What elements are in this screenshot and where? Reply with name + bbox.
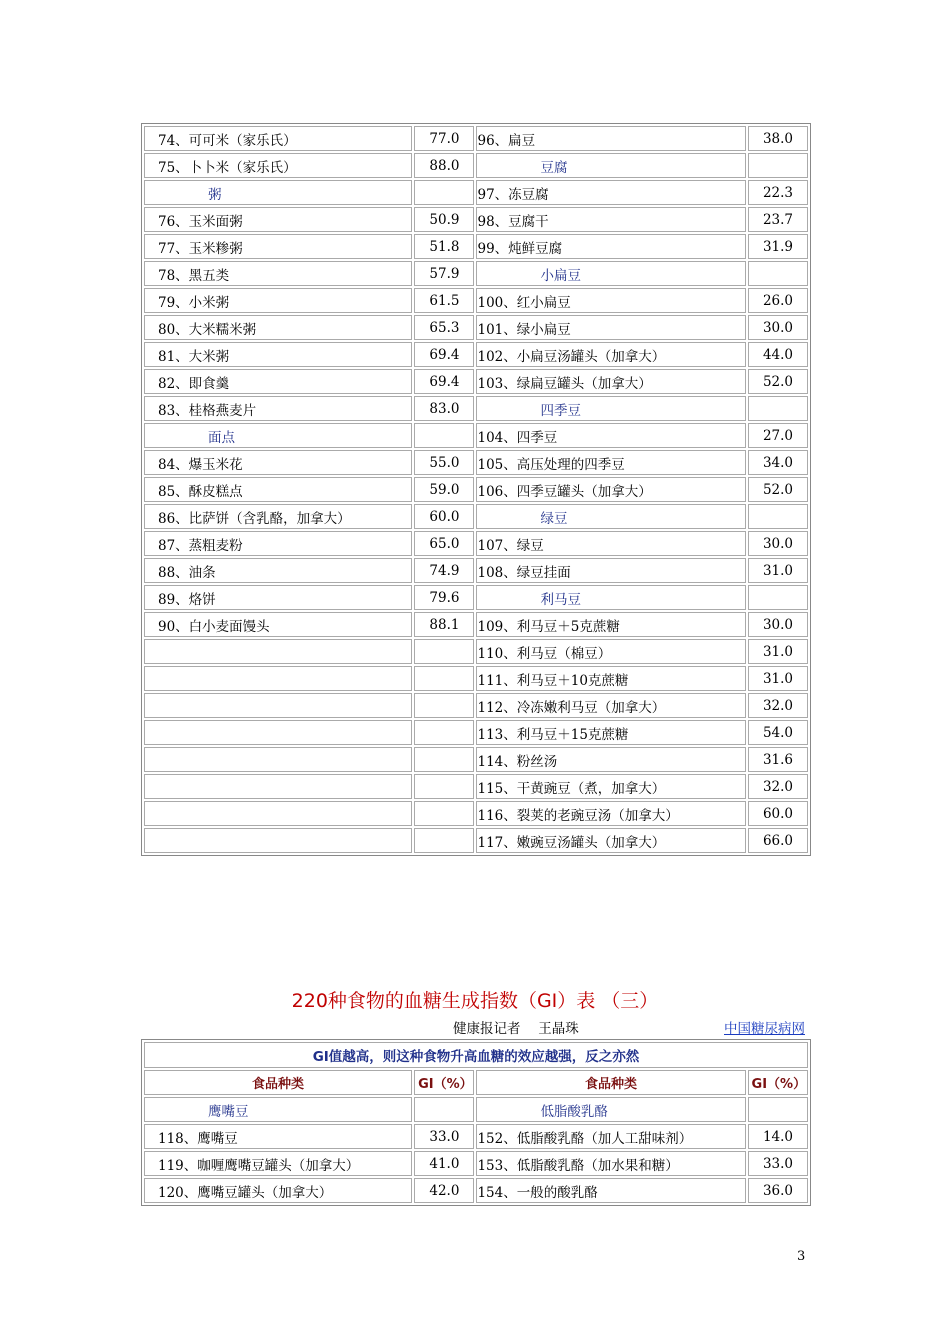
food-name-left bbox=[144, 801, 412, 826]
gi-table-part3 bbox=[141, 1039, 811, 1206]
gi-value-right: 14.0 bbox=[748, 1124, 808, 1149]
food-name-left: 86、比萨饼（含乳酪，加拿大） bbox=[144, 504, 412, 529]
table-row bbox=[144, 423, 808, 448]
table-row bbox=[144, 693, 808, 718]
food-name-left bbox=[144, 720, 412, 745]
gi-value-right: 30.0 bbox=[748, 531, 808, 556]
category-label: 粥 bbox=[144, 180, 412, 205]
food-name-left bbox=[144, 693, 412, 718]
gi-value-left: 83.0 bbox=[414, 396, 474, 421]
table-row bbox=[144, 396, 808, 421]
gi-value-right: 54.0 bbox=[748, 720, 808, 745]
food-name-left: 84、爆玉米花 bbox=[144, 450, 412, 475]
category-label: 面点 bbox=[144, 423, 412, 448]
table-row bbox=[144, 153, 808, 178]
header-food-type-right: 食品种类 bbox=[476, 1070, 745, 1095]
gi-value-right: 30.0 bbox=[748, 612, 808, 637]
food-name-right: 98、豆腐干 bbox=[476, 207, 745, 232]
category-label: 鹰嘴豆 bbox=[144, 1097, 412, 1122]
food-name-right: 103、绿扁豆罐头（加拿大） bbox=[476, 369, 745, 394]
gi-value-right: 26.0 bbox=[748, 288, 808, 313]
table-row bbox=[144, 1151, 808, 1176]
table-row bbox=[144, 180, 808, 205]
gi-value-right: 31.0 bbox=[748, 639, 808, 664]
food-name-left: 90、白小麦面馒头 bbox=[144, 612, 412, 637]
gi-value-left: 50.9 bbox=[414, 207, 474, 232]
gi-value-left bbox=[414, 693, 474, 718]
food-name-right: 109、利马豆＋5克蔗糖 bbox=[476, 612, 745, 637]
gi-value-right: 66.0 bbox=[748, 828, 808, 853]
table-row bbox=[144, 558, 808, 583]
gi-value-right bbox=[748, 261, 808, 286]
food-name-right: 101、绿小扁豆 bbox=[476, 315, 745, 340]
header-gi-right: GI（%） bbox=[748, 1070, 808, 1095]
food-name-left: 87、蒸粗麦粉 bbox=[144, 531, 412, 556]
food-name-right: 111、利马豆＋10克蔗糖 bbox=[476, 666, 745, 691]
table-row bbox=[144, 288, 808, 313]
gi-value-left: 41.0 bbox=[414, 1151, 474, 1176]
table-row bbox=[144, 315, 808, 340]
table-row bbox=[144, 207, 808, 232]
table-row bbox=[144, 585, 808, 610]
category-label: 小扁豆 bbox=[476, 261, 745, 286]
food-name-left: 74、可可米（家乐氏） bbox=[144, 126, 412, 151]
banner-row bbox=[144, 1042, 808, 1068]
gi-value-left: 79.6 bbox=[414, 585, 474, 610]
gi-value-left bbox=[414, 720, 474, 745]
table-row bbox=[144, 531, 808, 556]
gi-value-right: 32.0 bbox=[748, 693, 808, 718]
gi-value-left: 59.0 bbox=[414, 477, 474, 502]
food-name-right: 106、四季豆罐头（加拿大） bbox=[476, 477, 745, 502]
table-row bbox=[144, 1097, 808, 1122]
food-name-left: 81、大米粥 bbox=[144, 342, 412, 367]
table-row bbox=[144, 612, 808, 637]
food-name-right: 154、一般的酸乳酪 bbox=[476, 1178, 745, 1203]
gi-value-left: 65.0 bbox=[414, 531, 474, 556]
gi-value-left bbox=[414, 423, 474, 448]
source-link[interactable]: 中国糖尿病网 bbox=[724, 1021, 805, 1037]
food-name-right: 114、粉丝汤 bbox=[476, 747, 745, 772]
food-name-left: 82、即食羹 bbox=[144, 369, 412, 394]
gi-table-continued bbox=[141, 123, 811, 856]
gi-value-right: 52.0 bbox=[748, 477, 808, 502]
food-name-left: 79、小米粥 bbox=[144, 288, 412, 313]
food-name-left: 118、鹰嘴豆 bbox=[144, 1124, 412, 1149]
gi-value-right: 32.0 bbox=[748, 774, 808, 799]
gi-value-left bbox=[414, 828, 474, 853]
food-name-left: 77、玉米糁粥 bbox=[144, 234, 412, 259]
food-name-left: 119、咖喱鹰嘴豆罐头（加拿大） bbox=[144, 1151, 412, 1176]
gi-value-right: 31.9 bbox=[748, 234, 808, 259]
food-name-left: 76、玉米面粥 bbox=[144, 207, 412, 232]
gi-value-right: 33.0 bbox=[748, 1151, 808, 1176]
food-name-right: 105、高压处理的四季豆 bbox=[476, 450, 745, 475]
table-row bbox=[144, 369, 808, 394]
category-label: 利马豆 bbox=[476, 585, 745, 610]
table-row bbox=[144, 504, 808, 529]
food-name-right: 112、冷冻嫩利马豆（加拿大） bbox=[476, 693, 745, 718]
food-name-left bbox=[144, 666, 412, 691]
food-name-right: 116、裂荚的老豌豆汤（加拿大） bbox=[476, 801, 745, 826]
food-name-left: 75、卜卜米（家乐氏） bbox=[144, 153, 412, 178]
food-name-left: 120、鹰嘴豆罐头（加拿大） bbox=[144, 1178, 412, 1203]
table-row bbox=[144, 1178, 808, 1203]
gi-value-left: 61.5 bbox=[414, 288, 474, 313]
gi-value-right: 60.0 bbox=[748, 801, 808, 826]
gi-value-right: 38.0 bbox=[748, 126, 808, 151]
table-row bbox=[144, 342, 808, 367]
food-name-left: 83、桂格燕麦片 bbox=[144, 396, 412, 421]
gi-value-right bbox=[748, 1097, 808, 1122]
food-name-right: 100、红小扁豆 bbox=[476, 288, 745, 313]
gi-value-right: 23.7 bbox=[748, 207, 808, 232]
food-name-right: 104、四季豆 bbox=[476, 423, 745, 448]
gi-value-left: 88.0 bbox=[414, 153, 474, 178]
gi-value-left: 69.4 bbox=[414, 342, 474, 367]
gi-table-part3-rows bbox=[144, 1097, 808, 1203]
table-banner: GI值越高，则这种食物升高血糖的效应越强，反之亦然 bbox=[144, 1042, 808, 1068]
gi-value-right: 44.0 bbox=[748, 342, 808, 367]
gi-value-left: 55.0 bbox=[414, 450, 474, 475]
category-label: 四季豆 bbox=[476, 396, 745, 421]
food-name-right: 153、低脂酸乳酪（加水果和糖） bbox=[476, 1151, 745, 1176]
gi-value-left bbox=[414, 666, 474, 691]
table-row bbox=[144, 234, 808, 259]
gi-value-left: 57.9 bbox=[414, 261, 474, 286]
food-name-right: 115、干黄豌豆（煮，加拿大） bbox=[476, 774, 745, 799]
gi-value-right bbox=[748, 153, 808, 178]
gi-value-right bbox=[748, 504, 808, 529]
gi-value-right bbox=[748, 585, 808, 610]
food-name-right: 107、绿豆 bbox=[476, 531, 745, 556]
gi-value-left: 88.1 bbox=[414, 612, 474, 637]
food-name-left bbox=[144, 828, 412, 853]
category-label: 豆腐 bbox=[476, 153, 745, 178]
food-name-right: 152、低脂酸乳酪（加人工甜味剂） bbox=[476, 1124, 745, 1149]
gi-value-left: 65.3 bbox=[414, 315, 474, 340]
food-name-left bbox=[144, 747, 412, 772]
food-name-left: 88、油条 bbox=[144, 558, 412, 583]
table-row bbox=[144, 666, 808, 691]
food-name-right: 108、绿豆挂面 bbox=[476, 558, 745, 583]
gi-value-left bbox=[414, 801, 474, 826]
food-name-right: 113、利马豆＋15克蔗糖 bbox=[476, 720, 745, 745]
page-number: 3 bbox=[797, 1249, 806, 1264]
header-gi-left: GI（%） bbox=[414, 1070, 474, 1095]
category-label: 绿豆 bbox=[476, 504, 745, 529]
gi-value-right: 22.3 bbox=[748, 180, 808, 205]
food-name-left bbox=[144, 639, 412, 664]
food-name-right: 97、冻豆腐 bbox=[476, 180, 745, 205]
food-name-right: 99、炖鲜豆腐 bbox=[476, 234, 745, 259]
gi-table-continued-body bbox=[144, 126, 808, 853]
gi-value-left: 60.0 bbox=[414, 504, 474, 529]
gi-value-right: 30.0 bbox=[748, 315, 808, 340]
header-food-type-left: 食品种类 bbox=[144, 1070, 412, 1095]
food-name-right: 110、利马豆（棉豆） bbox=[476, 639, 745, 664]
gi-value-left: 74.9 bbox=[414, 558, 474, 583]
gi-value-left: 77.0 bbox=[414, 126, 474, 151]
food-name-left: 78、黑五类 bbox=[144, 261, 412, 286]
food-name-left: 85、酥皮糕点 bbox=[144, 477, 412, 502]
table-row bbox=[144, 477, 808, 502]
table-row bbox=[144, 261, 808, 286]
gi-value-right: 36.0 bbox=[748, 1178, 808, 1203]
gi-value-right: 34.0 bbox=[748, 450, 808, 475]
gi-value-right: 31.0 bbox=[748, 558, 808, 583]
table-row bbox=[144, 774, 808, 799]
food-name-right: 117、嫩豌豆汤罐头（加拿大） bbox=[476, 828, 745, 853]
gi-value-left: 69.4 bbox=[414, 369, 474, 394]
table-row bbox=[144, 828, 808, 853]
gi-value-left bbox=[414, 774, 474, 799]
table-row bbox=[144, 450, 808, 475]
table-row bbox=[144, 639, 808, 664]
gi-value-right: 27.0 bbox=[748, 423, 808, 448]
gi-value-left: 42.0 bbox=[414, 1178, 474, 1203]
section-title: 220种食物的血糖生成指数（GI）表 （三） bbox=[291, 990, 659, 1012]
food-name-left: 89、烙饼 bbox=[144, 585, 412, 610]
gi-value-right bbox=[748, 396, 808, 421]
gi-value-right: 31.0 bbox=[748, 666, 808, 691]
table-row bbox=[144, 720, 808, 745]
gi-value-left bbox=[414, 747, 474, 772]
gi-value-left bbox=[414, 1097, 474, 1122]
gi-value-right: 31.6 bbox=[748, 747, 808, 772]
gi-value-left bbox=[414, 639, 474, 664]
category-label: 低脂酸乳酪 bbox=[476, 1097, 745, 1122]
table-row bbox=[144, 126, 808, 151]
food-name-right: 96、扁豆 bbox=[476, 126, 745, 151]
header-row bbox=[144, 1070, 808, 1095]
gi-table-part3-body bbox=[144, 1042, 808, 1095]
table-row bbox=[144, 1124, 808, 1149]
gi-value-left bbox=[414, 180, 474, 205]
gi-value-left: 51.8 bbox=[414, 234, 474, 259]
table-row bbox=[144, 801, 808, 826]
gi-value-left: 33.0 bbox=[414, 1124, 474, 1149]
gi-value-right: 52.0 bbox=[748, 369, 808, 394]
food-name-left: 80、大米糯米粥 bbox=[144, 315, 412, 340]
byline: 健康报记者 王晶珠 bbox=[453, 1021, 579, 1037]
food-name-right: 102、小扁豆汤罐头（加拿大） bbox=[476, 342, 745, 367]
table-row bbox=[144, 747, 808, 772]
food-name-left bbox=[144, 774, 412, 799]
